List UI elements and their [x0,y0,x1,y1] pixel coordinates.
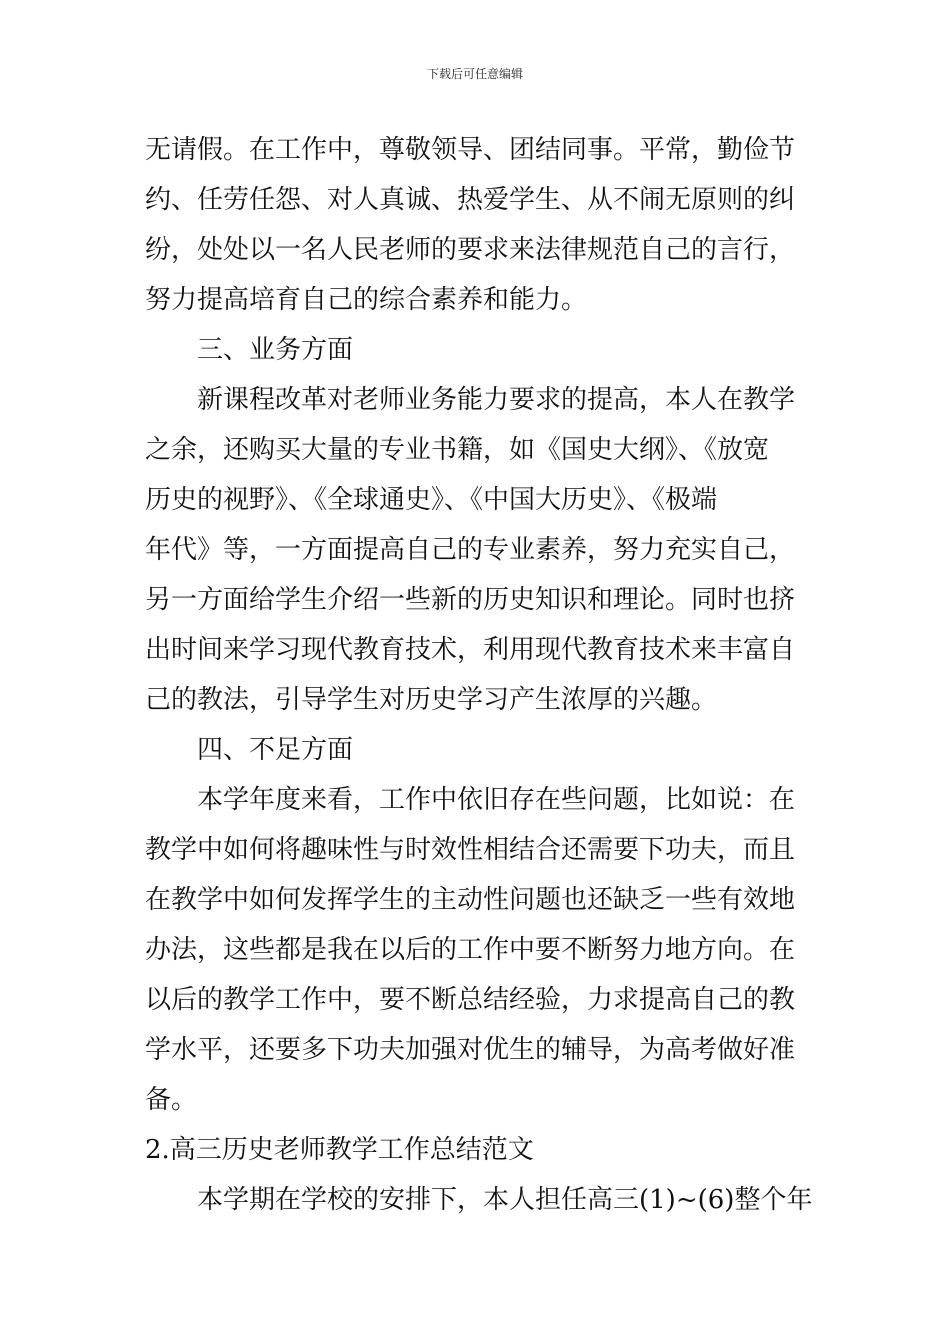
section-heading: 四、不足方面 [197,735,354,765]
text-line: 本学年度来看，工作中依旧存在些问题，比如说：在 [197,785,796,815]
section-heading: 三、业务方面 [197,335,354,365]
text-line: 纷，处处以一名人民老师的要求来法律规范自己的言行， [145,235,796,265]
text-line: 以后的教学工作中，要不断总结经验，力求提高自己的教 [145,985,796,1015]
text-line: 办法，这些都是我在以后的工作中要不断努力地方向。在 [145,935,796,965]
text-line: 年代》等，一方面提高自己的专业素养，努力充实自己， [145,535,796,565]
text-line: 出时间来学习现代教育技术，利用现代教育技术来丰富自 [145,635,796,665]
article-title: 2.高三历史老师教学工作总结范文 [145,1135,534,1165]
text-line: 己的教法，引导学生对历史学习产生浓厚的兴趣。 [145,685,718,715]
text-line: 历史的视野》、《全球通史》、《中国大历史》、《极端 [145,485,718,515]
text-line: 努力提高培育自己的综合素养和能力。 [145,285,588,315]
text-line: 无请假。在工作中，尊敬领导、团结同事。平常，勤俭节 [145,135,796,165]
text-line: 备。 [145,1085,198,1115]
page-header: 下载后可任意编辑 [426,67,523,81]
text-line: 学水平，还要多下功夫加强对优生的辅导，为高考做好准 [145,1035,796,1065]
text-line: 新课程改革对老师业务能力要求的提高，本人在教学 [197,385,796,415]
text-line: 在教学中如何发挥学生的主动性问题也还缺乏一些有效地 [145,885,796,915]
text-line: 教学中如何将趣味性与时效性相结合还需要下功夫，而且 [145,835,796,865]
text-line: 本学期在学校的安排下，本人担任高三(1)~(6)整个年 [197,1185,813,1215]
text-line: 另一方面给学生介绍一些新的历史知识和理论。同时也挤 [145,585,796,615]
text-line: 约、任劳任怨、对人真诚、热爱学生、从不闹无原则的纠 [145,185,796,215]
text-line: 之余，还购买大量的专业书籍，如《国史大纲》、《放宽 [145,435,770,465]
